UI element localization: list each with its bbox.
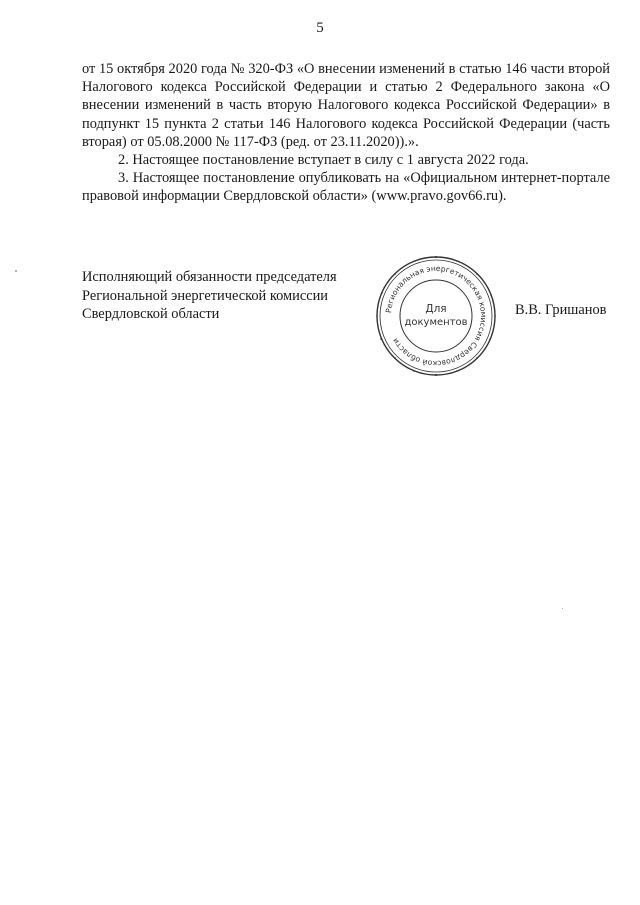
official-stamp	[373, 253, 499, 379]
page-number: 5	[316, 20, 324, 36]
stamp-center-line-1: Для	[425, 303, 447, 315]
stamp-seal	[373, 253, 499, 379]
signatory-position-line: Исполняющий обязанности председателя	[82, 269, 337, 285]
paragraph-2: 2. Настоящее постановление вступает в силу с 1 августа 2022 года.	[118, 152, 529, 169]
scan-speck	[15, 270, 17, 272]
signatory-position-line: Свердловской области	[82, 306, 220, 322]
stamp-ring-text: Региональная энергетическая комиссия Свердловской области	[384, 263, 489, 369]
signatory-position	[82, 268, 337, 324]
signer-name: В.В. Гришанов	[515, 302, 607, 318]
paragraph-3: 3. Настоящее постановление опубликовать на «Официальном интернет-портале правовой информации Свердловской области» (www.pravo.gov66.ru).	[82, 170, 610, 205]
signatory-position-line: Региональной энергетической комиссии	[82, 287, 328, 304]
paragraph-continuation: от 15 октября 2020 года № 320-ФЗ «О внесении изменений в статью 146 части второй Налогового кодекса Российской Федерации и статью 2 Федерального закона «О внесении изменений в часть вторую Налогового кодекса Российской Федерации» в подпункт 15 пункта 2 статьи 146 Налогового кодекса Российской Федерации (часть вторая) от 05.08.2000 № 117-ФЗ (ред. от 23.11.2020)).».	[82, 61, 610, 150]
scan-speck	[562, 608, 563, 609]
stamp-center-line-2: документов	[404, 317, 468, 328]
document-body	[82, 60, 610, 206]
